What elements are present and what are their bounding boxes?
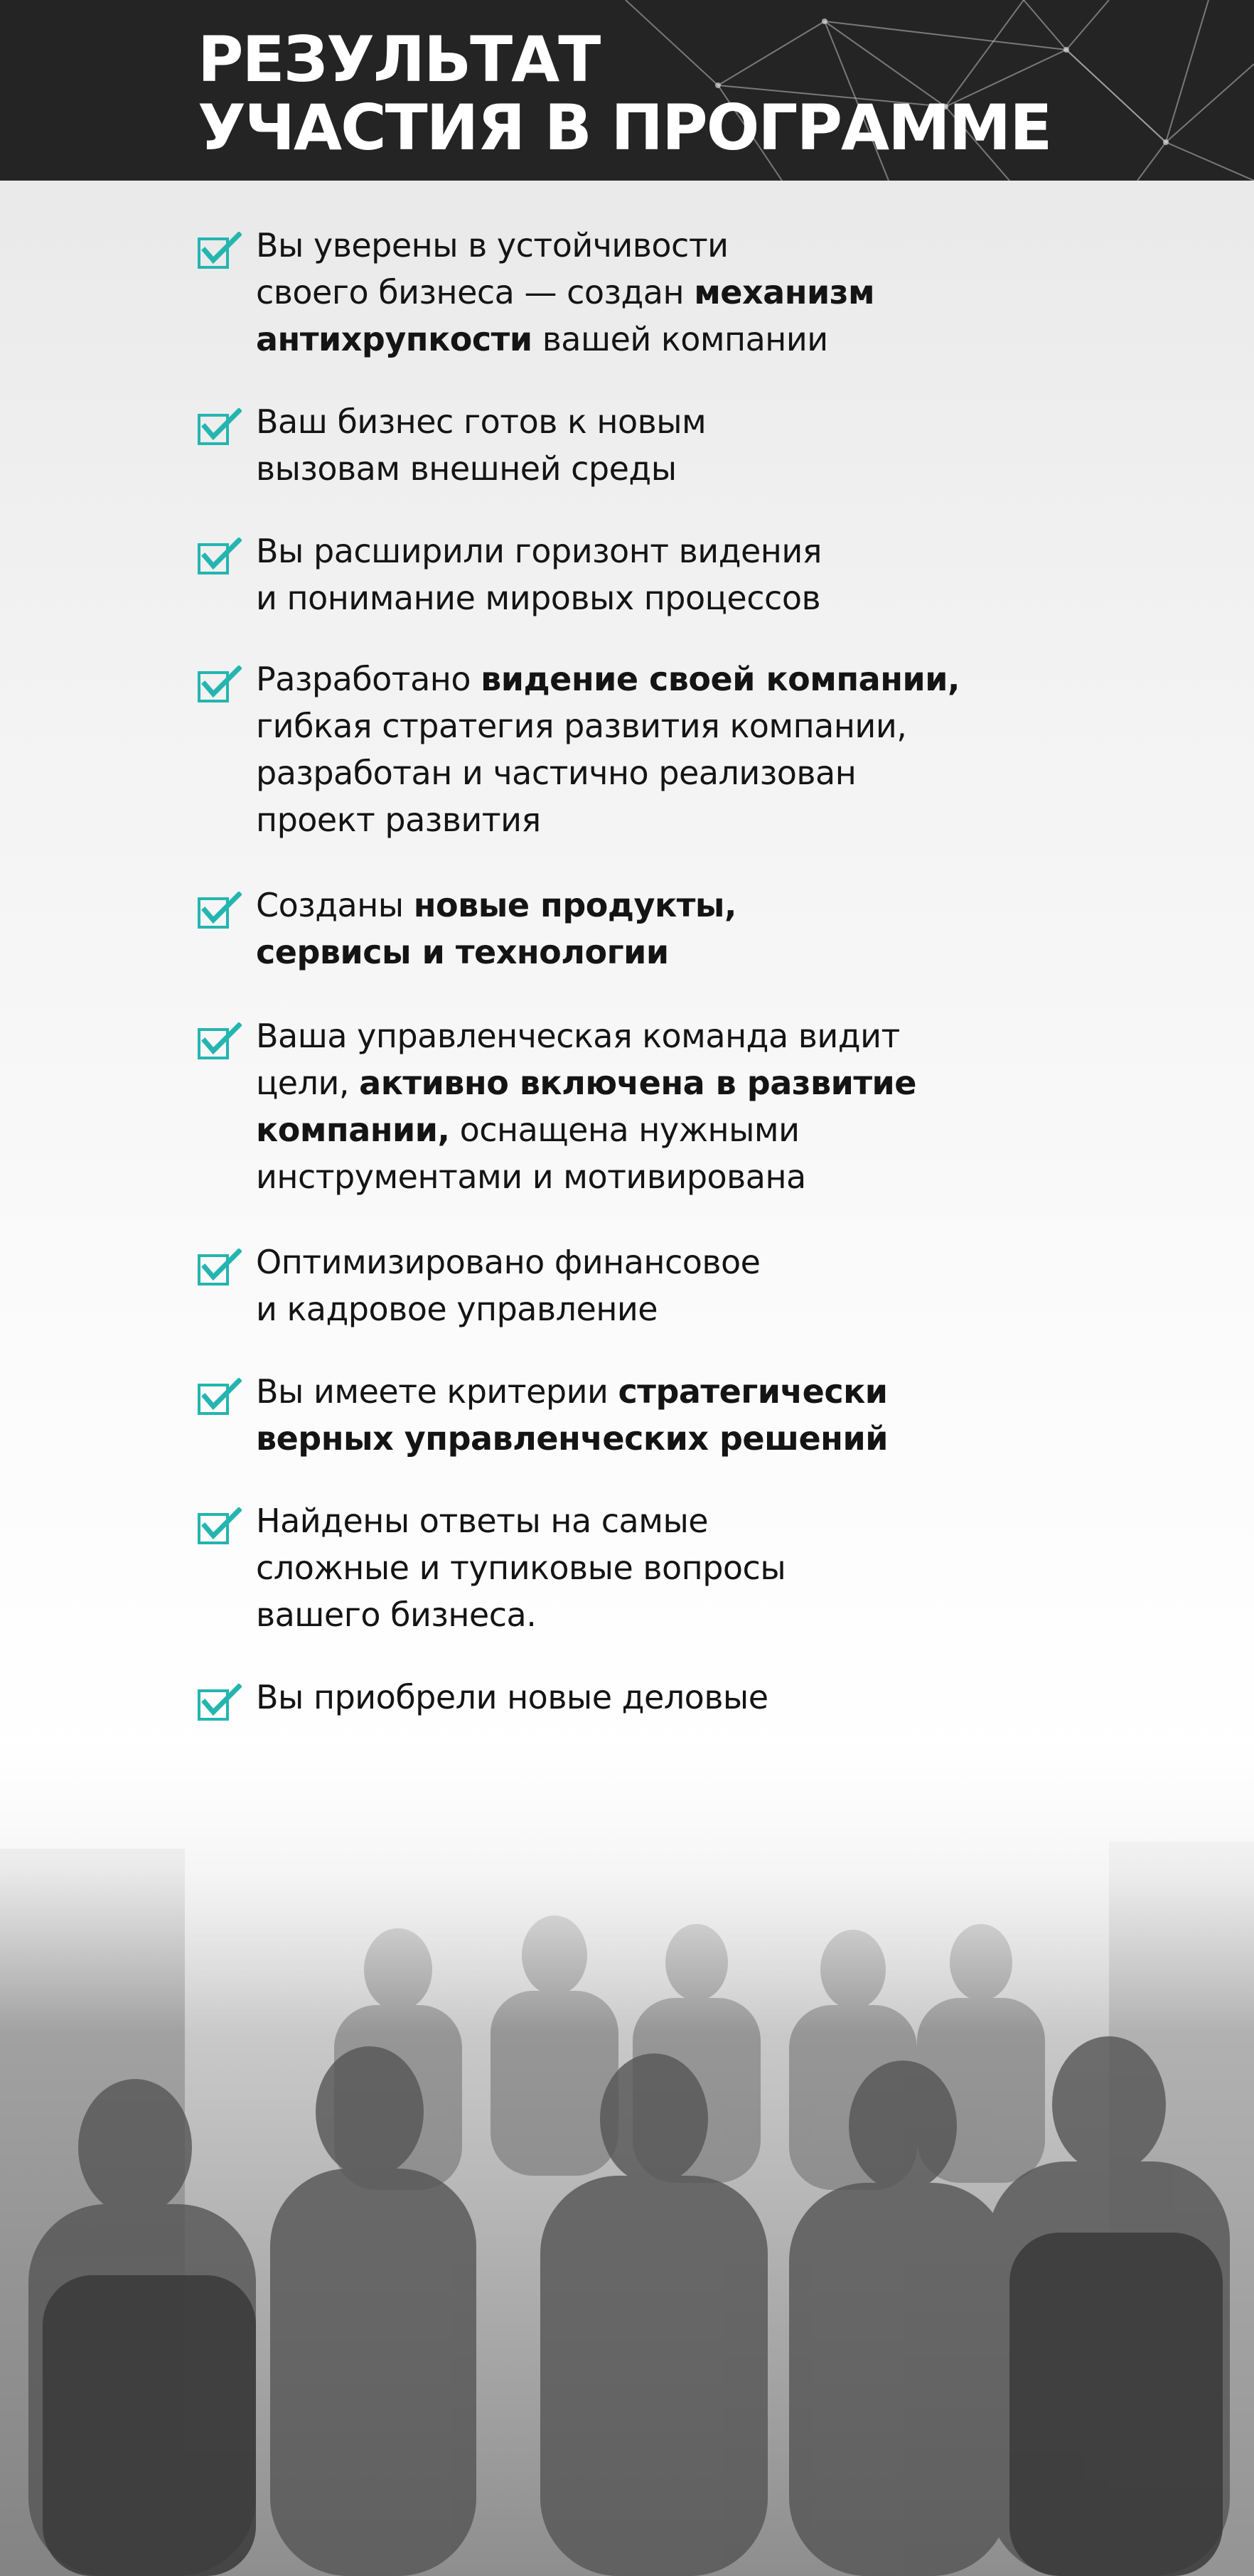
- checkbox-checked-icon: [198, 232, 242, 270]
- result-item-line: [256, 754, 856, 792]
- bold-text: сервисы и технологии: [256, 933, 669, 971]
- result-item-text: [256, 882, 1081, 976]
- result-item-line: [256, 320, 828, 358]
- text-segment: вашего бизнеса.: [256, 1596, 537, 1634]
- result-item-line: [256, 1596, 536, 1634]
- bold-text: стратегически: [618, 1372, 888, 1411]
- photo-fade-overlay: [0, 1735, 1254, 2033]
- bold-text: новые продукты,: [413, 886, 736, 924]
- result-item-text: [256, 1497, 1081, 1638]
- checkbox-checked-icon: [198, 1022, 242, 1061]
- result-item-line: [256, 1064, 916, 1102]
- text-segment: Вы имеете критерии: [256, 1372, 618, 1411]
- result-item-line: [256, 1372, 888, 1411]
- result-item-line: [256, 1017, 900, 1055]
- text-segment: цели,: [256, 1064, 360, 1102]
- result-item-line: [256, 1290, 658, 1328]
- bold-text: компании,: [256, 1111, 450, 1149]
- text-segment: разработан и частично реализован: [256, 754, 857, 792]
- result-item-text: [256, 656, 1081, 843]
- text-segment: Ваш бизнес готов к новым: [256, 402, 707, 441]
- text-segment: Ваша управленческая команда видит: [256, 1017, 900, 1055]
- result-item-line: [256, 1419, 888, 1458]
- text-segment: своего бизнеса — создан: [256, 273, 695, 311]
- result-item-text: [256, 1012, 1081, 1200]
- result-item-text: [256, 1368, 1081, 1462]
- text-segment: Вы уверены в устойчивости: [256, 226, 729, 264]
- result-item-text: [256, 398, 1081, 492]
- bold-text: антихрупкости: [256, 320, 532, 358]
- bold-text: активно включена в развитие: [359, 1064, 916, 1102]
- text-segment: оснащена нужными: [449, 1111, 800, 1149]
- bold-text: видение своей компании,: [481, 660, 960, 698]
- bold-text: механизм: [694, 273, 875, 311]
- checkbox-checked-icon: [198, 408, 242, 447]
- text-segment: вызовам внешней среды: [256, 449, 677, 488]
- result-item-line: [256, 1243, 760, 1281]
- result-item-text: [256, 222, 1081, 363]
- result-item-line: [256, 886, 736, 924]
- result-item-line: [256, 226, 729, 264]
- checkbox-checked-icon: [198, 1684, 242, 1722]
- text-segment: проект развития: [256, 801, 541, 839]
- text-segment: Созданы: [256, 886, 414, 924]
- text-segment: Оптимизировано финансовое: [256, 1243, 761, 1281]
- result-item-line: [256, 1678, 768, 1716]
- checkbox-checked-icon: [198, 1249, 242, 1287]
- checkbox-checked-icon: [198, 892, 242, 930]
- result-item-text: [256, 1239, 1081, 1332]
- result-item-line: [256, 402, 706, 441]
- result-item-line: [256, 532, 822, 570]
- text-segment: гибкая стратегия развития компании,: [256, 707, 907, 745]
- text-segment: Разработано: [256, 660, 481, 698]
- text-segment: и кадровое управление: [256, 1290, 658, 1328]
- text-segment: Вы приобрели новые деловые: [256, 1678, 768, 1716]
- page-title-line-1: РЕЗУЛЬТАТ: [198, 23, 600, 96]
- header-banner: [0, 0, 1254, 181]
- text-segment: и понимание мировых процессов: [256, 579, 821, 617]
- page-title-line-2: УЧАСТИЯ В ПРОГРАММЕ: [198, 91, 1051, 164]
- text-segment: инструментами и мотивирована: [256, 1158, 806, 1196]
- bold-text: верных управленческих решений: [256, 1419, 888, 1458]
- result-item-line: [256, 707, 906, 745]
- result-item-line: [256, 933, 669, 971]
- result-item-line: [256, 449, 677, 488]
- checkbox-checked-icon: [198, 1507, 242, 1546]
- checkbox-checked-icon: [198, 1378, 242, 1416]
- checkbox-checked-icon: [198, 538, 242, 576]
- text-segment: сложные и тупиковые вопросы: [256, 1549, 786, 1587]
- text-segment: вашей компании: [532, 320, 828, 358]
- result-item-line: [256, 1502, 708, 1540]
- result-item-line: [256, 273, 874, 311]
- checkbox-checked-icon: [198, 666, 242, 704]
- result-item-line: [256, 660, 960, 698]
- text-segment: Найдены ответы на самые: [256, 1502, 709, 1540]
- result-item-line: [256, 1158, 806, 1196]
- result-item-line: [256, 579, 820, 617]
- result-item-line: [256, 1111, 800, 1149]
- result-item-line: [256, 801, 541, 839]
- text-segment: Вы расширили горизонт видения: [256, 532, 822, 570]
- result-item-text: [256, 528, 1081, 621]
- result-item-line: [256, 1549, 786, 1587]
